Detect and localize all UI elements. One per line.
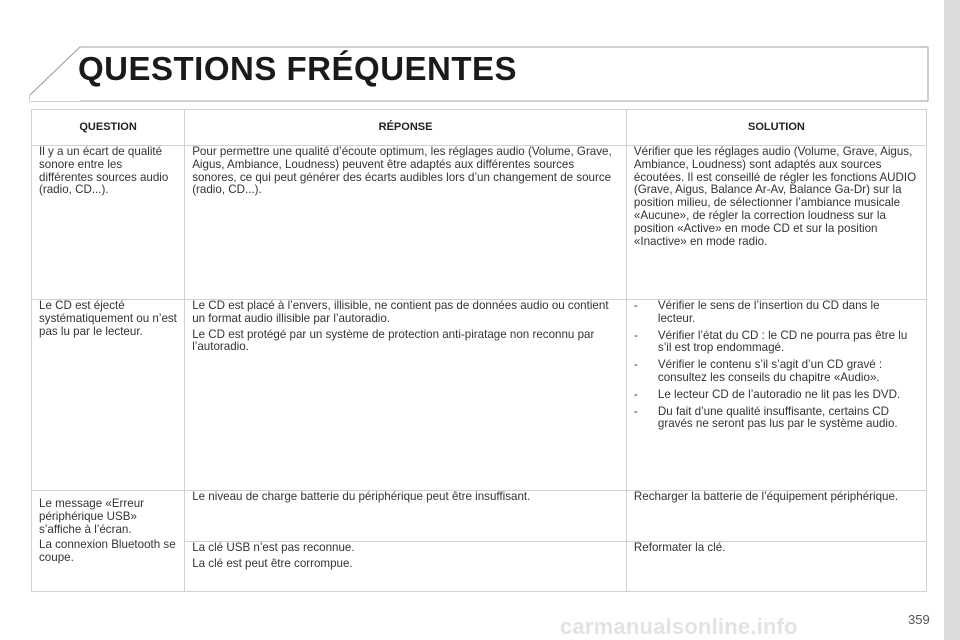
list-item: [634, 389, 919, 402]
list-item: [634, 300, 919, 326]
faq-table: [31, 109, 927, 592]
list-item: [634, 406, 919, 432]
question-text: Le message «Erreur périphérique USB» s’affiche à l’écran.: [39, 497, 145, 536]
question-cell: [32, 146, 185, 300]
table-row: [32, 300, 927, 491]
table-row: [32, 491, 927, 542]
solution-cell: [626, 300, 926, 491]
answer-cell: [185, 300, 627, 491]
answer-cell: [185, 146, 627, 300]
page-title: QUESTIONS FRÉQUENTES: [78, 49, 518, 88]
solution-item-text: Du fait d’une qualité insuffisante, certains CD gravés ne seront pas lus par le système audio.: [657, 404, 898, 431]
solution-text: Recharger la batterie de l’équipement périphérique.: [633, 490, 899, 503]
list-dash: -: [633, 358, 638, 372]
list-dash: -: [633, 328, 638, 342]
solution-item-text: Vérifier l’état du CD : le CD ne pourra pas être lu s’il est trop endommagé.: [657, 328, 908, 355]
list-item: [634, 330, 919, 356]
table-row: [32, 146, 927, 300]
question-text: Il y a un écart de qualité sonore entre les différentes sources audio (radio, CD...).: [39, 145, 169, 197]
solution-cell: [626, 146, 926, 300]
solution-item-text: Vérifier le contenu s’il s’agit d’un CD gravé : consultez les conseils du chapitre «Audio».: [657, 358, 883, 384]
header-question: QUESTION: [32, 110, 185, 146]
page-edge-band: [944, 0, 960, 640]
question-cell: [32, 491, 185, 592]
answer-text: Le CD est protégé par un système de protection anti-piratage non reconnu par l’autoradio.: [192, 327, 595, 354]
answer-text: Le niveau de charge batterie du périphérique peut être insuffisant.: [192, 490, 531, 503]
solution-text: Reformater la clé.: [633, 541, 726, 554]
answer-cell: [185, 542, 627, 592]
header-solution: SOLUTION: [626, 110, 926, 146]
solution-text: Vérifier que les réglages audio (Volume, Grave, Aigus, Ambiance, Loudness) sont adaptés aux sources écoutées. Il est conseillé de régler les fonctions AUDIO (Grave, Aigus, Balance Ar-Av, Balance Ga-Dr) sur la position milieu, de sélectionner l’ambiance musicale «Aucune», de régler la correction loudness sur la position «Active» en mode CD et sur la position «Inactive» en mode radio.: [633, 145, 917, 248]
solution-cell: [626, 491, 926, 542]
solution-item-text: Le lecteur CD de l’autoradio ne lit pas les DVD.: [657, 387, 901, 401]
answer-cell: [185, 491, 627, 542]
question-cell: [32, 300, 185, 491]
question-text: La connexion Bluetooth se coupe.: [39, 538, 176, 565]
page-number: 359: [908, 612, 930, 627]
answer-text: Pour permettre une qualité d’écoute optimum, les réglages audio (Volume, Grave, Aigus, Ambiance, Loudness) peuvent être adaptés aux différentes sources sonores, ce qui peut générer des écarts audibles lors d’un changement de source (radio, CD...).: [192, 145, 612, 197]
answer-text: La clé USB n’est pas reconnue.: [192, 541, 355, 554]
list-dash: -: [633, 387, 638, 401]
question-text: Le CD est éjecté systématiquement ou n’est pas lu par le lecteur.: [39, 299, 177, 338]
solution-list: [634, 300, 919, 431]
list-dash: -: [633, 404, 638, 418]
watermark: carmanualsonline.info: [560, 614, 798, 639]
header-answer: RÉPONSE: [185, 110, 627, 146]
answer-text: La clé est peut être corrompue.: [192, 556, 353, 570]
list-dash: -: [633, 299, 638, 312]
solution-cell: [626, 542, 926, 592]
solution-item-text: Vérifier le sens de l’insertion du CD dans le lecteur.: [657, 299, 880, 325]
answer-text: Le CD est placé à l’envers, illisible, ne contient pas de données audio ou contient un format audio illisible par l’autoradio.: [192, 299, 609, 325]
table-header-row: [32, 110, 927, 146]
list-item: [634, 359, 919, 385]
